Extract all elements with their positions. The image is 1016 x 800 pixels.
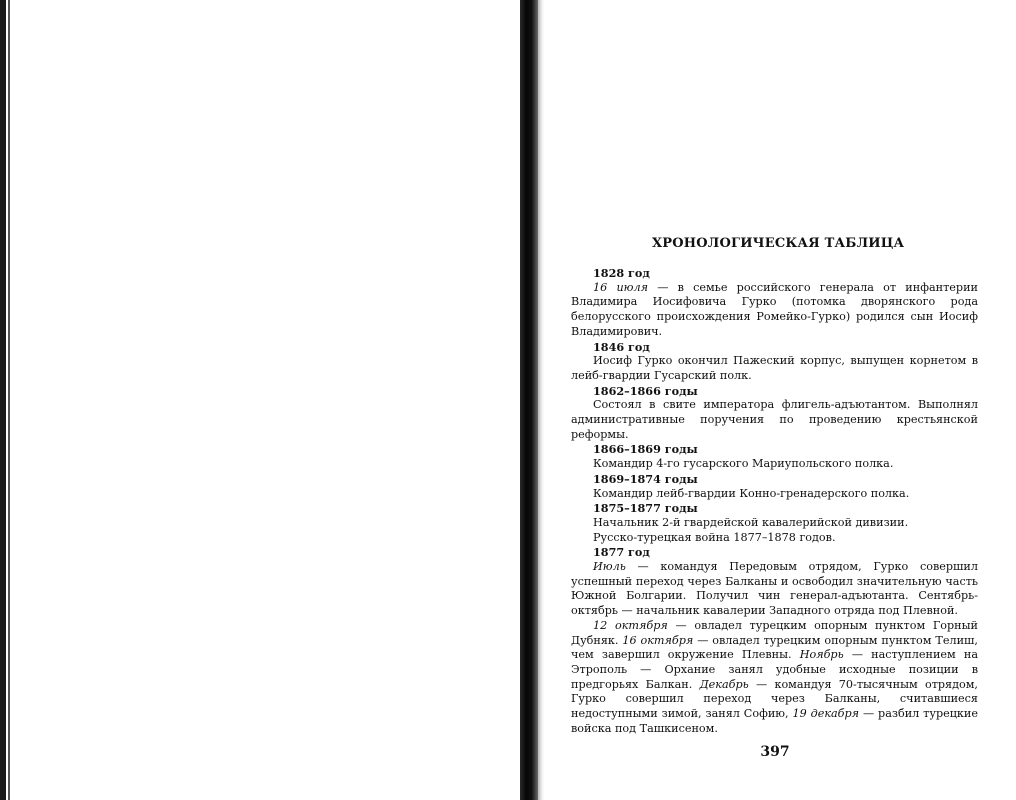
entry-text-segment: Иосиф Гурко окончил Пажеский корпус, выпущен корнетом в лейб-гвардии Гусарский полк. xyxy=(571,354,978,382)
page-heading: ХРОНОЛОГИЧЕСКАЯ ТАБЛИЦА xyxy=(652,236,905,251)
entry-text-segment: — в семье российского генерала от инфантерии Владимира Иосифовича Гурко (потомка дворянского рода белорусского происхождения Ромейко-Гурко) родился сын Иосиф Владимирович. xyxy=(571,280,978,338)
chronology-entry xyxy=(571,442,978,471)
entry-text-segment: — разбил турецкие войска под Ташкисеном. xyxy=(571,707,978,735)
date-italic: Декабрь xyxy=(699,677,749,691)
chronology-table xyxy=(571,266,978,737)
entry-text xyxy=(571,619,978,737)
entry-text-segment: Состоял в свите императора флигель-адъютантом. Выполнял административные поручения по проведению крестьянской реформы. xyxy=(571,398,978,441)
entry-year: 1877 год xyxy=(593,545,650,560)
entry-text-segment: Командир 4-го гусарского Мариупольского полка. xyxy=(593,457,894,471)
entry-text xyxy=(571,487,978,502)
entry-year: 1875–1877 годы xyxy=(593,501,698,516)
entry-text xyxy=(571,398,978,442)
chronology-entry xyxy=(571,384,978,443)
date-italic: 12 октября xyxy=(593,618,668,632)
chronology-entry xyxy=(571,545,978,736)
entry-text xyxy=(571,531,978,546)
chronology-entry xyxy=(571,472,978,501)
entry-text xyxy=(571,457,978,472)
entry-text-segment: Начальник 2-й гвардейской кавалерийской дивизии. xyxy=(593,515,909,529)
date-italic: Ноябрь xyxy=(799,648,844,662)
entry-text-segment: — командуя Передовым отрядом, Гурко совершил успешный переход через Балканы и освободил значительную часть Южной Болгарии. Получил чин генерал-адъютанта. Сентябрь-октябрь — начальник кавалерии Западного отряда под Плевной. xyxy=(571,560,978,618)
entry-year: 1828 год xyxy=(593,266,650,280)
chronology-entry xyxy=(571,501,978,545)
chronology-entry xyxy=(571,266,978,340)
left-page-edge-shadow xyxy=(8,0,10,800)
date-italic: 16 октября xyxy=(622,633,694,647)
entry-text-segment: — овладел турецким опорным пунктом Горный Дубняк. xyxy=(571,618,978,647)
book-gutter xyxy=(520,0,538,800)
entry-year: 1869–1874 годы xyxy=(593,471,698,486)
entry-text-segment: — командуя 70-тысячным отрядом, Гурко совершил переход через Балканы, считавшиеся недоступными зимой, занял Софию, xyxy=(571,677,978,721)
entry-text xyxy=(571,516,978,531)
entry-text xyxy=(571,354,978,383)
entry-text-segment: — наступлением на Этрополь — Орхание занял удобные исходные позиции в предгорьях Балкан. xyxy=(571,648,978,691)
entry-year: 1862–1866 годы xyxy=(593,383,698,398)
entry-text-segment: — овладел турецким опорным пунктом Телиш, чем завершил окружение Плевны. xyxy=(571,633,978,662)
entry-year: 1866–1869 годы xyxy=(593,442,698,457)
entry-text xyxy=(571,281,978,340)
left-page-edge xyxy=(0,0,6,800)
date-italic: 19 декабря xyxy=(792,707,860,721)
entry-year: 1846 год xyxy=(593,339,650,354)
chronology-entry xyxy=(571,340,978,384)
entry-text-segment: Командир лейб-гвардии Конно-гренадерского полка. xyxy=(593,486,910,500)
entry-text xyxy=(571,560,978,619)
date-italic: Июль xyxy=(593,560,626,574)
entry-text-segment: Русско-турецкая война 1877–1878 годов. xyxy=(593,530,836,544)
date-italic: 16 июля xyxy=(593,280,649,294)
page-number: 397 xyxy=(760,744,790,760)
